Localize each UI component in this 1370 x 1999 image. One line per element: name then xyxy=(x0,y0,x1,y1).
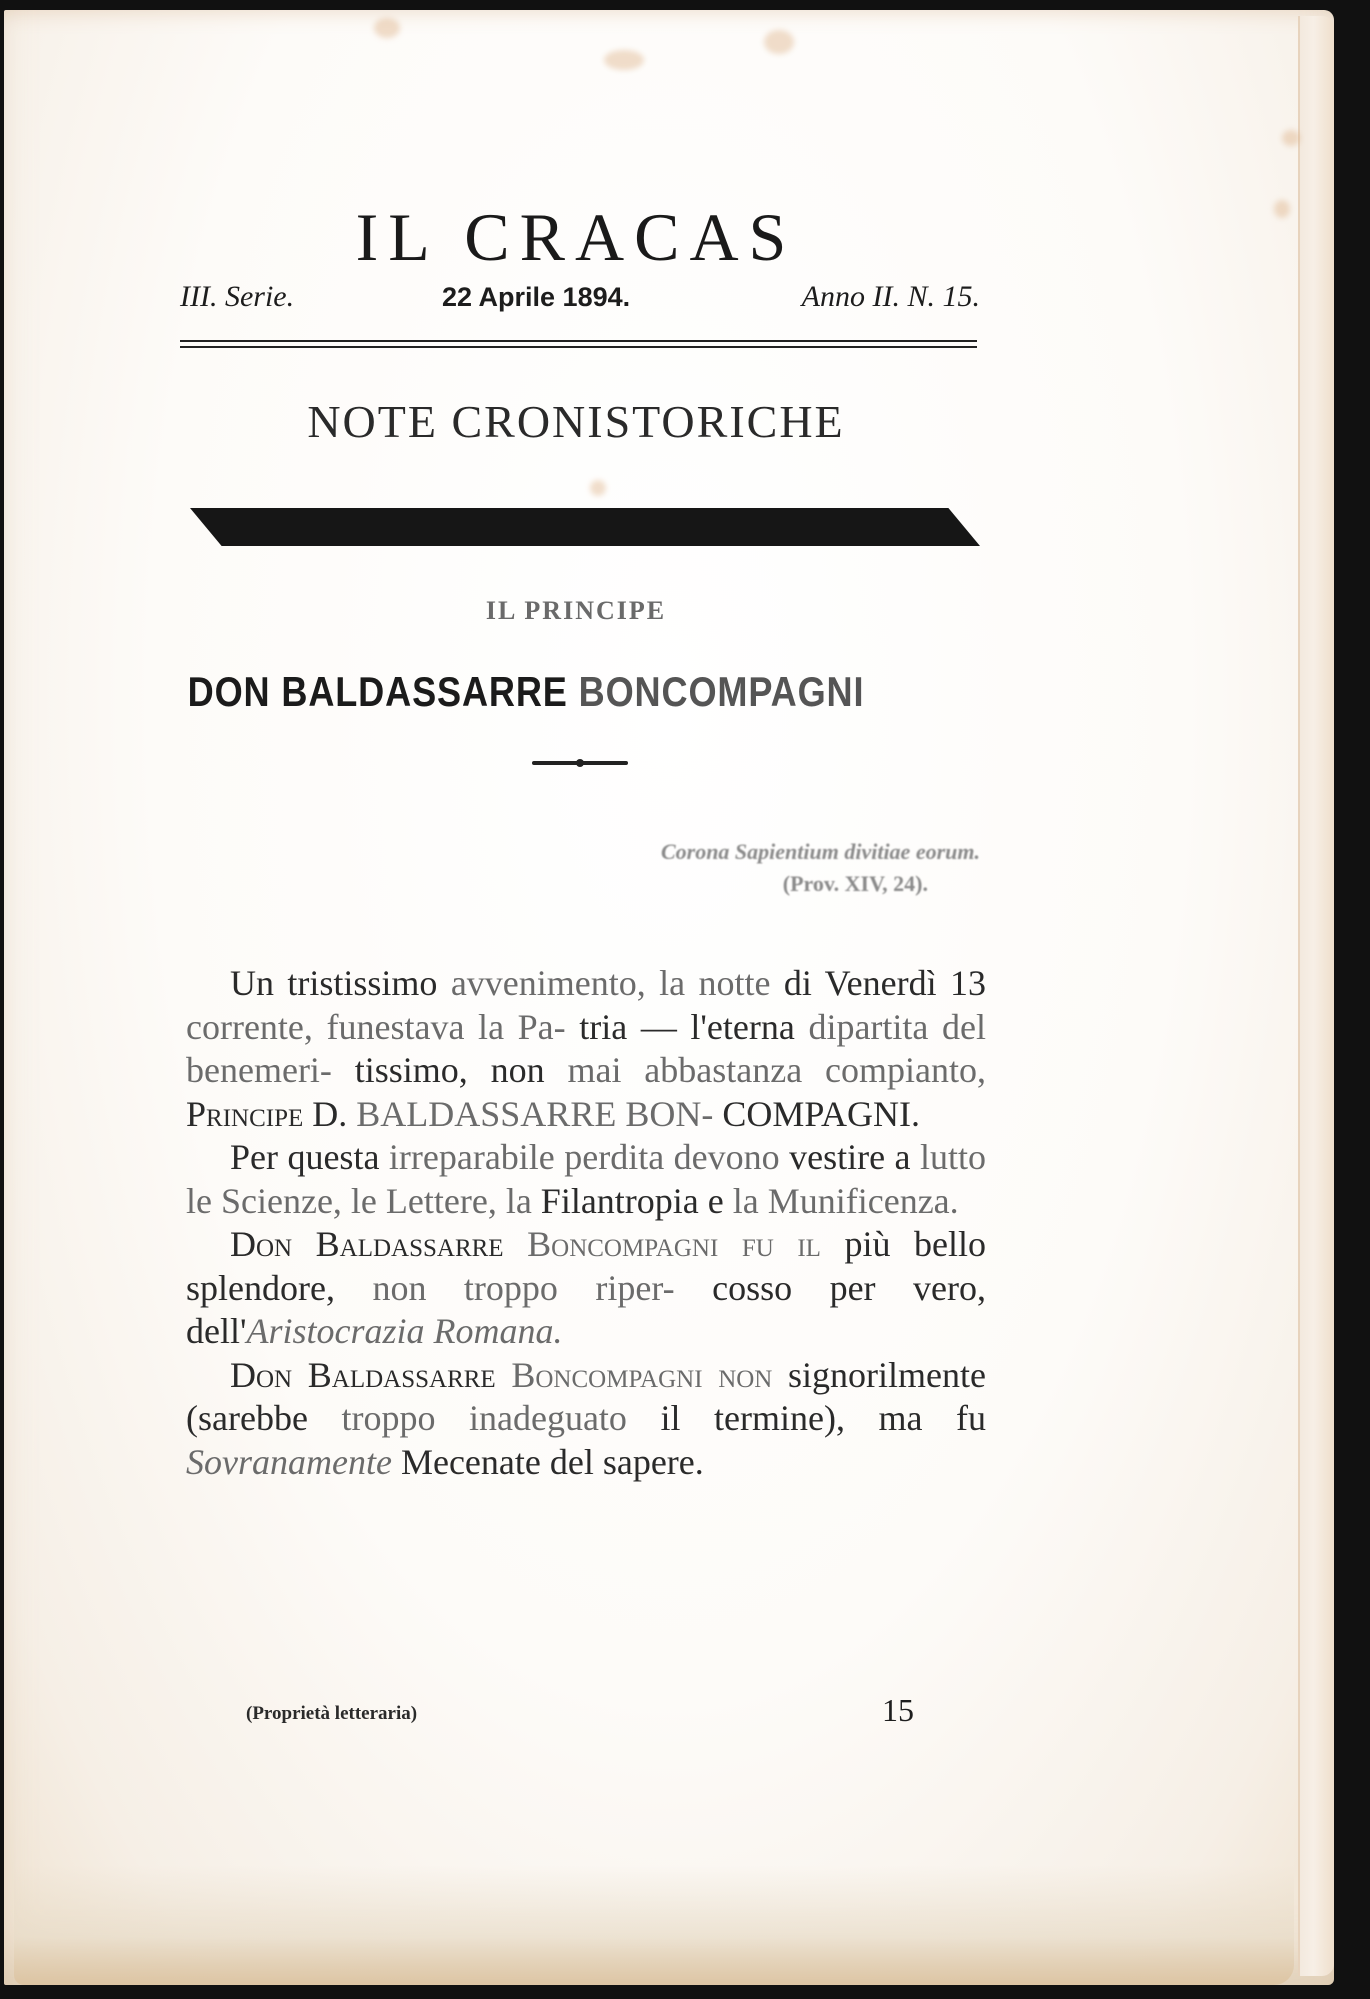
text-segment: signorilmente (sarebbe xyxy=(186,1354,986,1438)
foxing-stain xyxy=(1274,200,1290,218)
text-segment: corrente, funestava la Pa- xyxy=(186,1006,566,1047)
masthead-subheader xyxy=(180,280,980,320)
epigraph xyxy=(661,836,980,900)
article-body xyxy=(186,962,986,1484)
paragraph xyxy=(186,1136,986,1223)
headline-part2: BONCOMPAGNI xyxy=(578,668,865,715)
text-segment: cosso per vero, dell' xyxy=(186,1267,986,1351)
text-segment: Mecenate del sapere. xyxy=(391,1441,704,1482)
copyright-notice: (Proprietà letteraria) xyxy=(246,1703,418,1724)
issue-number: Anno II. N. 15. xyxy=(801,280,980,313)
text-segment: mai abbastanza compianto, xyxy=(567,1050,986,1090)
text-segment: Aristocrazia Romana. xyxy=(246,1311,563,1351)
issue-date: 22 Aprile 1894. xyxy=(442,282,631,312)
worn-bottom-edge xyxy=(14,1865,1294,1985)
text-segment: la Munificenza. xyxy=(732,1180,959,1221)
text-segment: Boncompagni fu il xyxy=(527,1224,821,1264)
epigraph-quote: Corona Sapientium divitiae eorum. xyxy=(660,839,980,864)
text-segment: tissimo, non xyxy=(331,1050,568,1090)
ornament-divider xyxy=(532,761,628,765)
foxing-stain xyxy=(374,18,400,38)
text-segment: tria — l'eterna xyxy=(565,1006,809,1047)
mourning-band xyxy=(190,508,980,546)
text-segment: di Venerdì 13 xyxy=(770,963,987,1003)
text-segment: Filantropia e xyxy=(531,1180,733,1221)
text-segment: troppo inadeguato xyxy=(341,1398,627,1438)
text-segment: più bello splendore, xyxy=(186,1224,986,1308)
text-segment: lutto le Scienze, le Lettere, la xyxy=(186,1137,986,1221)
headline-part1: DON BALDASSARRE xyxy=(187,668,579,715)
epigraph-reference: (Prov. XIV, 24). xyxy=(782,871,928,896)
text-segment: Un tristissimo xyxy=(230,963,451,1003)
text-segment: il termine), ma fu xyxy=(626,1398,986,1438)
paragraph xyxy=(186,1223,986,1354)
text-segment: COMPAGNI. xyxy=(713,1093,921,1134)
section-title: NOTE CRONISTORICHE xyxy=(307,396,845,447)
text-segment: dipartita del benemeri- xyxy=(186,1006,986,1090)
text-segment: vestire a xyxy=(779,1137,920,1177)
stacked-page-edge xyxy=(1298,16,1334,1976)
article-headline xyxy=(182,668,870,716)
text-segment: non troppo riper- xyxy=(372,1267,675,1308)
foxing-stain xyxy=(590,480,606,496)
text-segment: BALDASSARRE BON- xyxy=(356,1093,714,1134)
text-segment: Don Baldassarre xyxy=(230,1224,528,1264)
paragraph xyxy=(186,962,986,1136)
text-segment: Sovranamente xyxy=(186,1441,392,1482)
text-segment: Don Baldassarre xyxy=(230,1354,512,1395)
series-label: III. Serie. xyxy=(180,280,295,313)
masthead-title: IL CRACAS xyxy=(355,199,797,275)
foxing-stain xyxy=(764,30,794,54)
text-segment: Principe xyxy=(186,1093,304,1134)
paragraph xyxy=(186,1354,986,1485)
article-kicker: IL PRINCIPE xyxy=(485,596,667,625)
double-rule-top xyxy=(180,340,977,342)
foxing-stain xyxy=(604,50,644,70)
double-rule-bottom xyxy=(180,346,977,348)
text-segment: irreparabile perdita devono xyxy=(388,1137,780,1177)
page-number: 15 xyxy=(882,1692,914,1728)
text-segment: Boncompagni non xyxy=(511,1354,773,1395)
text-segment: D. xyxy=(303,1093,357,1134)
text-segment: Per questa xyxy=(230,1137,389,1177)
foxing-stain xyxy=(1282,130,1300,146)
text-segment: avvenimento, la notte xyxy=(450,963,771,1003)
